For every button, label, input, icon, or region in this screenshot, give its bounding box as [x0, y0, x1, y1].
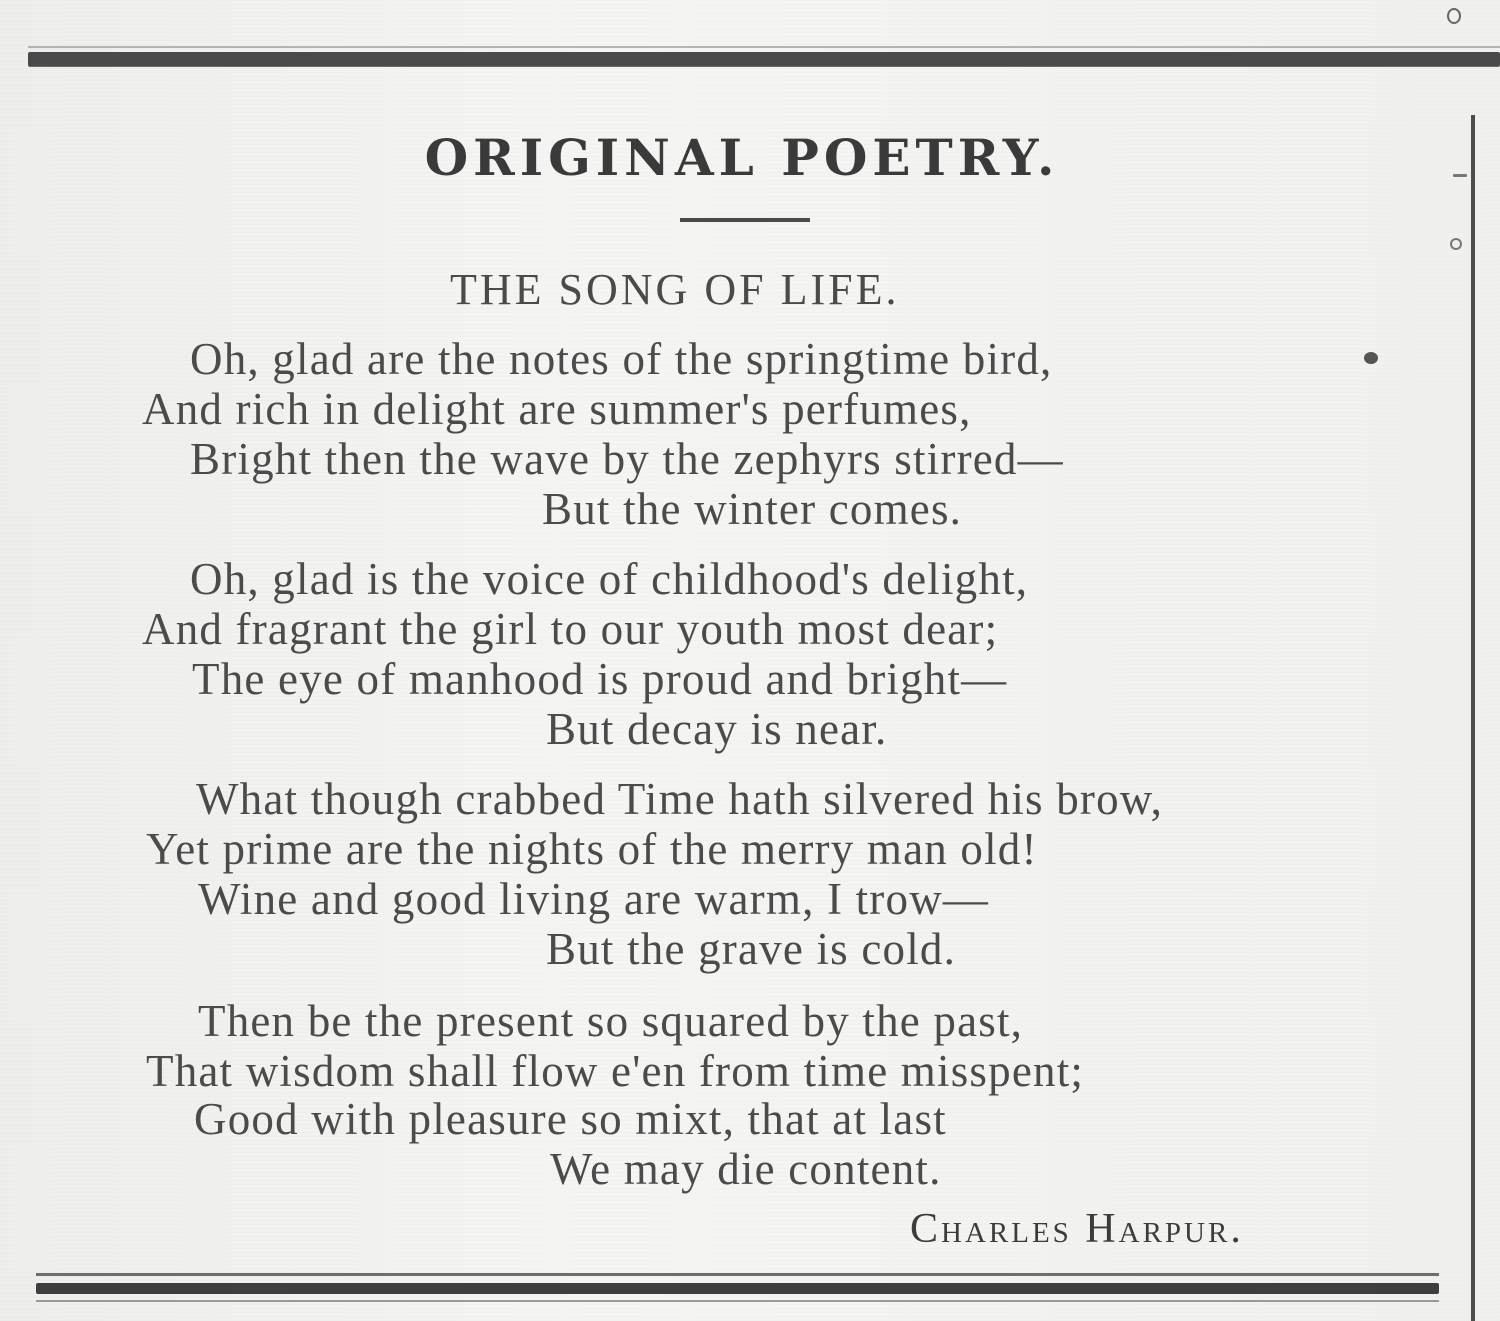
ink-speck — [1450, 238, 1462, 250]
ink-speck — [1453, 174, 1467, 177]
poem-line: Oh, glad is the voice of childhood's delight, — [190, 554, 1029, 604]
title-divider — [680, 218, 810, 222]
poem-line: Wine and good living are warm, I trow— — [198, 874, 990, 924]
top-heavy-rule — [28, 52, 1500, 66]
poem-line: Good with pleasure so mixt, that at last — [194, 1094, 947, 1144]
column-rule — [1471, 115, 1475, 1321]
poem-line: We may die content. — [550, 1144, 942, 1194]
poem-line: Bright then the wave by the zephyrs stirred— — [190, 434, 1064, 484]
section-title: ORIGINAL POETRY. — [424, 128, 1060, 187]
poem-line: The eye of manhood is proud and bright— — [192, 654, 1008, 704]
author-signature: Charles Harpur. — [910, 1206, 1244, 1252]
poem-line: Yet prime are the nights of the merry man old! — [146, 824, 1038, 874]
ink-speck — [1447, 8, 1461, 24]
ink-speck — [1364, 352, 1378, 364]
poem-line: But decay is near. — [546, 704, 888, 754]
poem-line: What though crabbed Time hath silvered his brow, — [196, 774, 1164, 824]
bottom-thin-rule — [36, 1273, 1439, 1276]
poem-line: But the winter comes. — [542, 484, 963, 534]
poem-title: THE SONG OF LIFE. — [450, 265, 900, 314]
top-thin-rule — [28, 46, 1500, 48]
bottom-heavy-rule — [36, 1283, 1439, 1294]
poem-line: And rich in delight are summer's perfumes, — [142, 384, 972, 434]
poem-line: That wisdom shall flow e'en from time misspent; — [146, 1046, 1085, 1096]
poem-line: And fragrant the girl to our youth most dear; — [142, 604, 999, 654]
poem-line: Then be the present so squared by the past, — [198, 996, 1024, 1046]
poem-line: Oh, glad are the notes of the springtime bird, — [190, 334, 1053, 384]
poem-line: But the grave is cold. — [546, 924, 957, 974]
bottom-hairline-rule — [36, 1300, 1439, 1302]
